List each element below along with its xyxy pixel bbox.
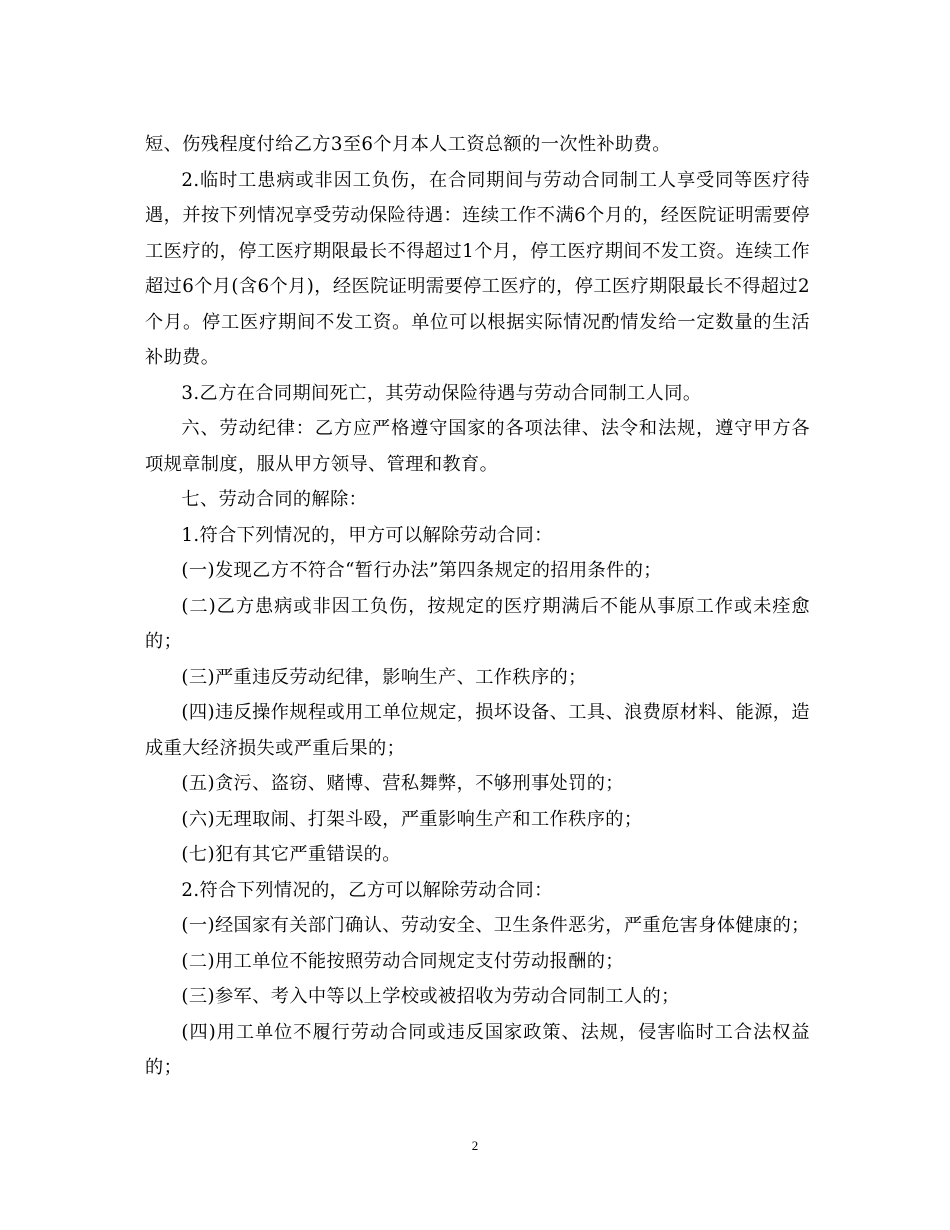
paragraph-16: (二)用工单位不能按照劳动合同规定支付劳动报酬的； [181,950,624,972]
paragraph-9: (三)严重违反劳动纪律，影响生产、工作秩序的； [181,666,587,688]
paragraph-4: 六、劳动纪律：乙方应严格遵守国家的各项法律、法令和法规，遵守甲方各项规章制度，服从甲方领导、管理和教育。 [145,418,810,475]
paragraph-13: (七)犯有其它严重错误的。 [181,844,401,865]
paragraph-15: (一)经国家有关部门确认、劳动安全、卫生条件恶劣，严重危害身体健康的； [181,915,810,936]
document-body [145,127,810,1086]
paragraph-2: 2.临时工患病或非因工负伤，在合同期间与劳动合同制工人享受同等医疗待遇，并按下列情况享受劳动保险待遇：连续工作不满6个月的，经医院证明需要停工医疗的，停工医疗期限最长不得超过1个月，停工医疗期间不发工资。连续工作超过6个月(含6个月)，经医院证明需要停工医疗的，停工医疗期限最长不得超过2个月。停工医疗期间不发工资。单位可以根据实际情况酌情发给一定数量的生活补助费。 [145,169,810,368]
paragraph-3: 3.乙方在合同期间死亡，其劳动保险待遇与劳动合同制工人同。 [181,382,702,404]
paragraph-8: (二)乙方患病或非因工负伤，按规定的医疗期满后不能从事原工作或未痊愈的； [145,595,810,652]
paragraph-12: (六)无理取闹、打架斗殴，严重影响生产和工作秩序的； [181,808,643,830]
paragraph-7: (一)发现乙方不符合“暂行办法”第四条规定的招用条件的； [181,560,662,581]
paragraph-6: 1.符合下列情况的，甲方可以解除劳动合同： [181,524,553,546]
paragraph-5: 七、劳动合同的解除： [181,489,368,510]
paragraph-11: (五)贪污、盗窃、赌博、营私舞弊，不够刑事处罚的； [181,773,624,794]
paragraph-14: 2.符合下列情况的，乙方可以解除劳动合同： [181,879,553,901]
paragraph-18: (四)用工单位不履行劳动合同或违反国家政策、法规，侵害临时工合法权益的； [145,1021,810,1078]
paragraph-17: (三)参军、考入中等以上学校或被招收为劳动合同制工人的； [181,986,680,1007]
page-number: 2 [471,1138,479,1153]
paragraph-10: (四)违反操作规程或用工单位规定，损坏设备、工具、浪费原材料、能源，造成重大经济损失或严重后果的； [145,702,810,759]
paragraph-1: 短、伤残程度付给乙方3至6个月本人工资总额的一次性补助费。 [145,134,671,155]
